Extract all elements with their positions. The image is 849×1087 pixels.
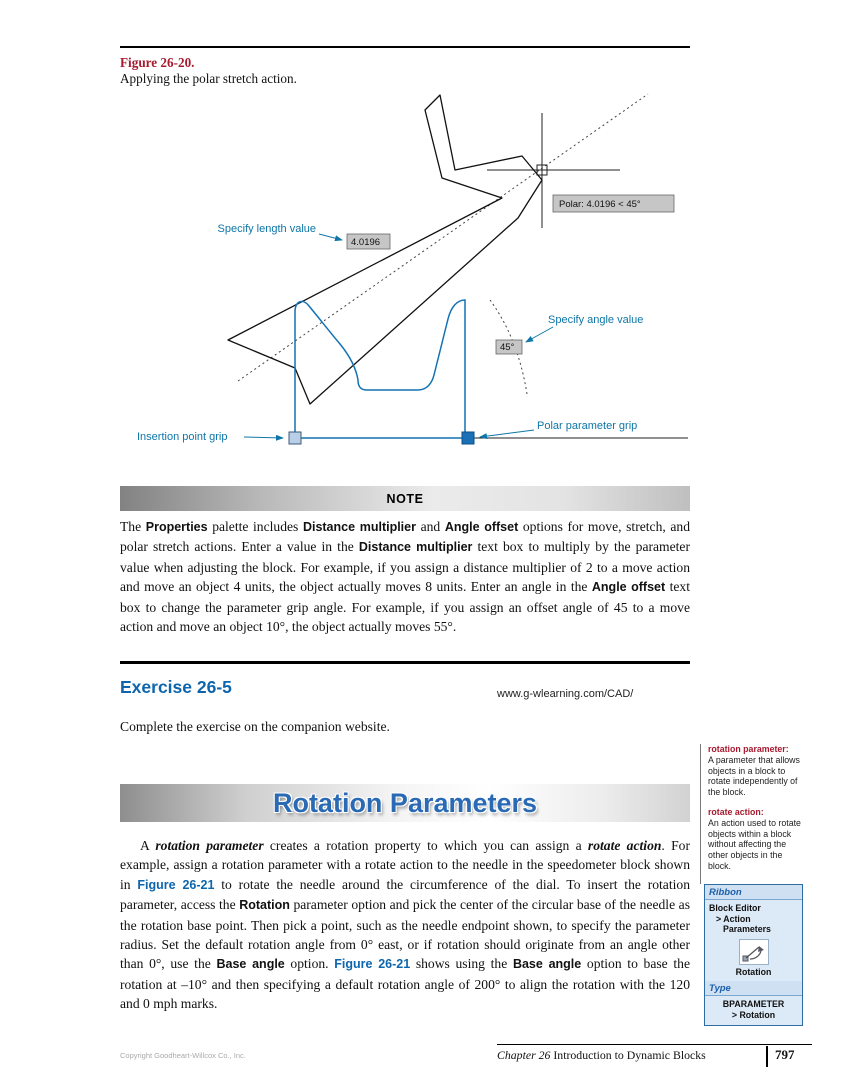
command-entry xyxy=(705,996,802,1025)
definition-text: An action used to rotate objects within a block without affecting the other objects in the block. xyxy=(708,817,801,871)
definition-term: rotation parameter: xyxy=(708,744,789,754)
ribbon-path xyxy=(705,900,802,936)
definition-term: rotate action: xyxy=(708,806,764,817)
exercise-url: www.g-wlearning.com/CAD/ xyxy=(497,688,634,700)
page-number: 797 xyxy=(775,1047,795,1062)
footer-chapter xyxy=(497,1048,706,1063)
angle-annotation-arrow xyxy=(526,327,553,342)
length-annotation-arrow xyxy=(319,234,342,240)
ribbon-tool-label: Rotation xyxy=(735,966,772,977)
section-paragraph: A rotation parameter creates a rotation property to which you can assign a rotate action. For example, assign a rotation parameter with a rotate action to the needle in the speedometer block shown in Figure 26-21 to rotate the needle around the circumference of the dial. To insert the rotation parameter, access the Rotation parameter option and pick the center of the circular base of the needle as the rotation base point. Then pick a point, such as the needle endpoint shown, to specify the parameter radius. Set the default rotation angle from 0° east, or if rotation should originate from an angle other than 0°, use the Base angle option. Figure 26-21 shows using the Base angle option to base the rotation at –10° and then specifying a default rotation angle of 200° to align the rotation with the 120 and 0 mph marks. xyxy=(120,838,690,1012)
ribbon-path-line: Parameters xyxy=(723,924,771,934)
definition-text: A parameter that allows objects in a block to rotate independently of the block. xyxy=(708,754,800,798)
note-title: NOTE xyxy=(386,491,424,506)
figure-label: Figure 26-20. xyxy=(120,55,195,70)
stretched-needle-outline xyxy=(228,95,542,404)
insertion-grip-icon xyxy=(289,432,301,444)
rotation-parameter-icon xyxy=(739,939,769,965)
ribbon-tool-icon-wrap xyxy=(705,936,802,966)
figure-diagram xyxy=(120,88,695,460)
polar-tooltip-text: Polar: 4.0196 < 45° xyxy=(559,199,641,210)
margin-definitions xyxy=(708,744,804,881)
insertion-annotation-arrow xyxy=(244,437,283,438)
command-line: > Rotation xyxy=(731,1009,776,1020)
note-body: The Properties palette includes Distance multiplier and Angle offset options for move, stretch, and polar stretch actions. Enter a value in the Distance multiplier text box to multiply by the parameter value when adjusting the block. For example, if you assign a distance multiplier of 2 to a move action and move an object 4 units, the object actually moves 8 units. Enter an angle in the Angle offset text box to change the parameter grip angle. For example, if you assign an offset angle of 45 to a move action and move an object 10°, the object actually moves 55°. xyxy=(120,519,690,635)
ribbon-path-line: > Action xyxy=(716,913,751,924)
note-banner xyxy=(120,486,690,511)
angle-input-value: 45° xyxy=(500,342,515,353)
section-heading: Rotation Parameters xyxy=(272,787,538,818)
section-heading-banner xyxy=(120,784,690,822)
angle-annotation-label: Specify angle value xyxy=(548,314,644,326)
command-line: BPARAMETER xyxy=(722,998,785,1009)
section-divider-rule xyxy=(120,661,690,664)
exercise-instruction: Complete the exercise on the companion website. xyxy=(120,719,390,734)
ribbon-path-line: Block Editor xyxy=(709,903,761,913)
margin-note-rule xyxy=(700,744,701,884)
length-annotation-label: Specify length value xyxy=(217,223,316,235)
footer-rule xyxy=(497,1044,812,1045)
copyright-text: Copyright Goodheart-Willcox Co., Inc. xyxy=(120,1051,246,1060)
chapter-number: Chapter 26 xyxy=(497,1048,551,1062)
length-input-value: 4.0196 xyxy=(351,237,381,248)
definition-rotation-parameter xyxy=(708,744,804,798)
needle-base-highlight xyxy=(295,300,465,438)
definition-rotate-action xyxy=(708,807,804,872)
polar-annotation-label: Polar parameter grip xyxy=(537,420,638,432)
polar-grip-icon xyxy=(462,432,474,444)
footer-divider xyxy=(766,1046,768,1067)
type-header: Type xyxy=(705,981,802,996)
insertion-annotation-label: Insertion point grip xyxy=(137,431,228,443)
chapter-title: Introduction to Dynamic Blocks xyxy=(553,1048,706,1062)
figure-caption: Applying the polar stretch action. xyxy=(120,71,297,86)
ribbon-header: Ribbon xyxy=(705,885,802,900)
top-rule xyxy=(120,46,690,48)
exercise-title: Exercise 26-5 xyxy=(120,677,232,697)
polar-annotation-arrow xyxy=(480,430,534,437)
ribbon-reference-box xyxy=(704,884,803,1026)
